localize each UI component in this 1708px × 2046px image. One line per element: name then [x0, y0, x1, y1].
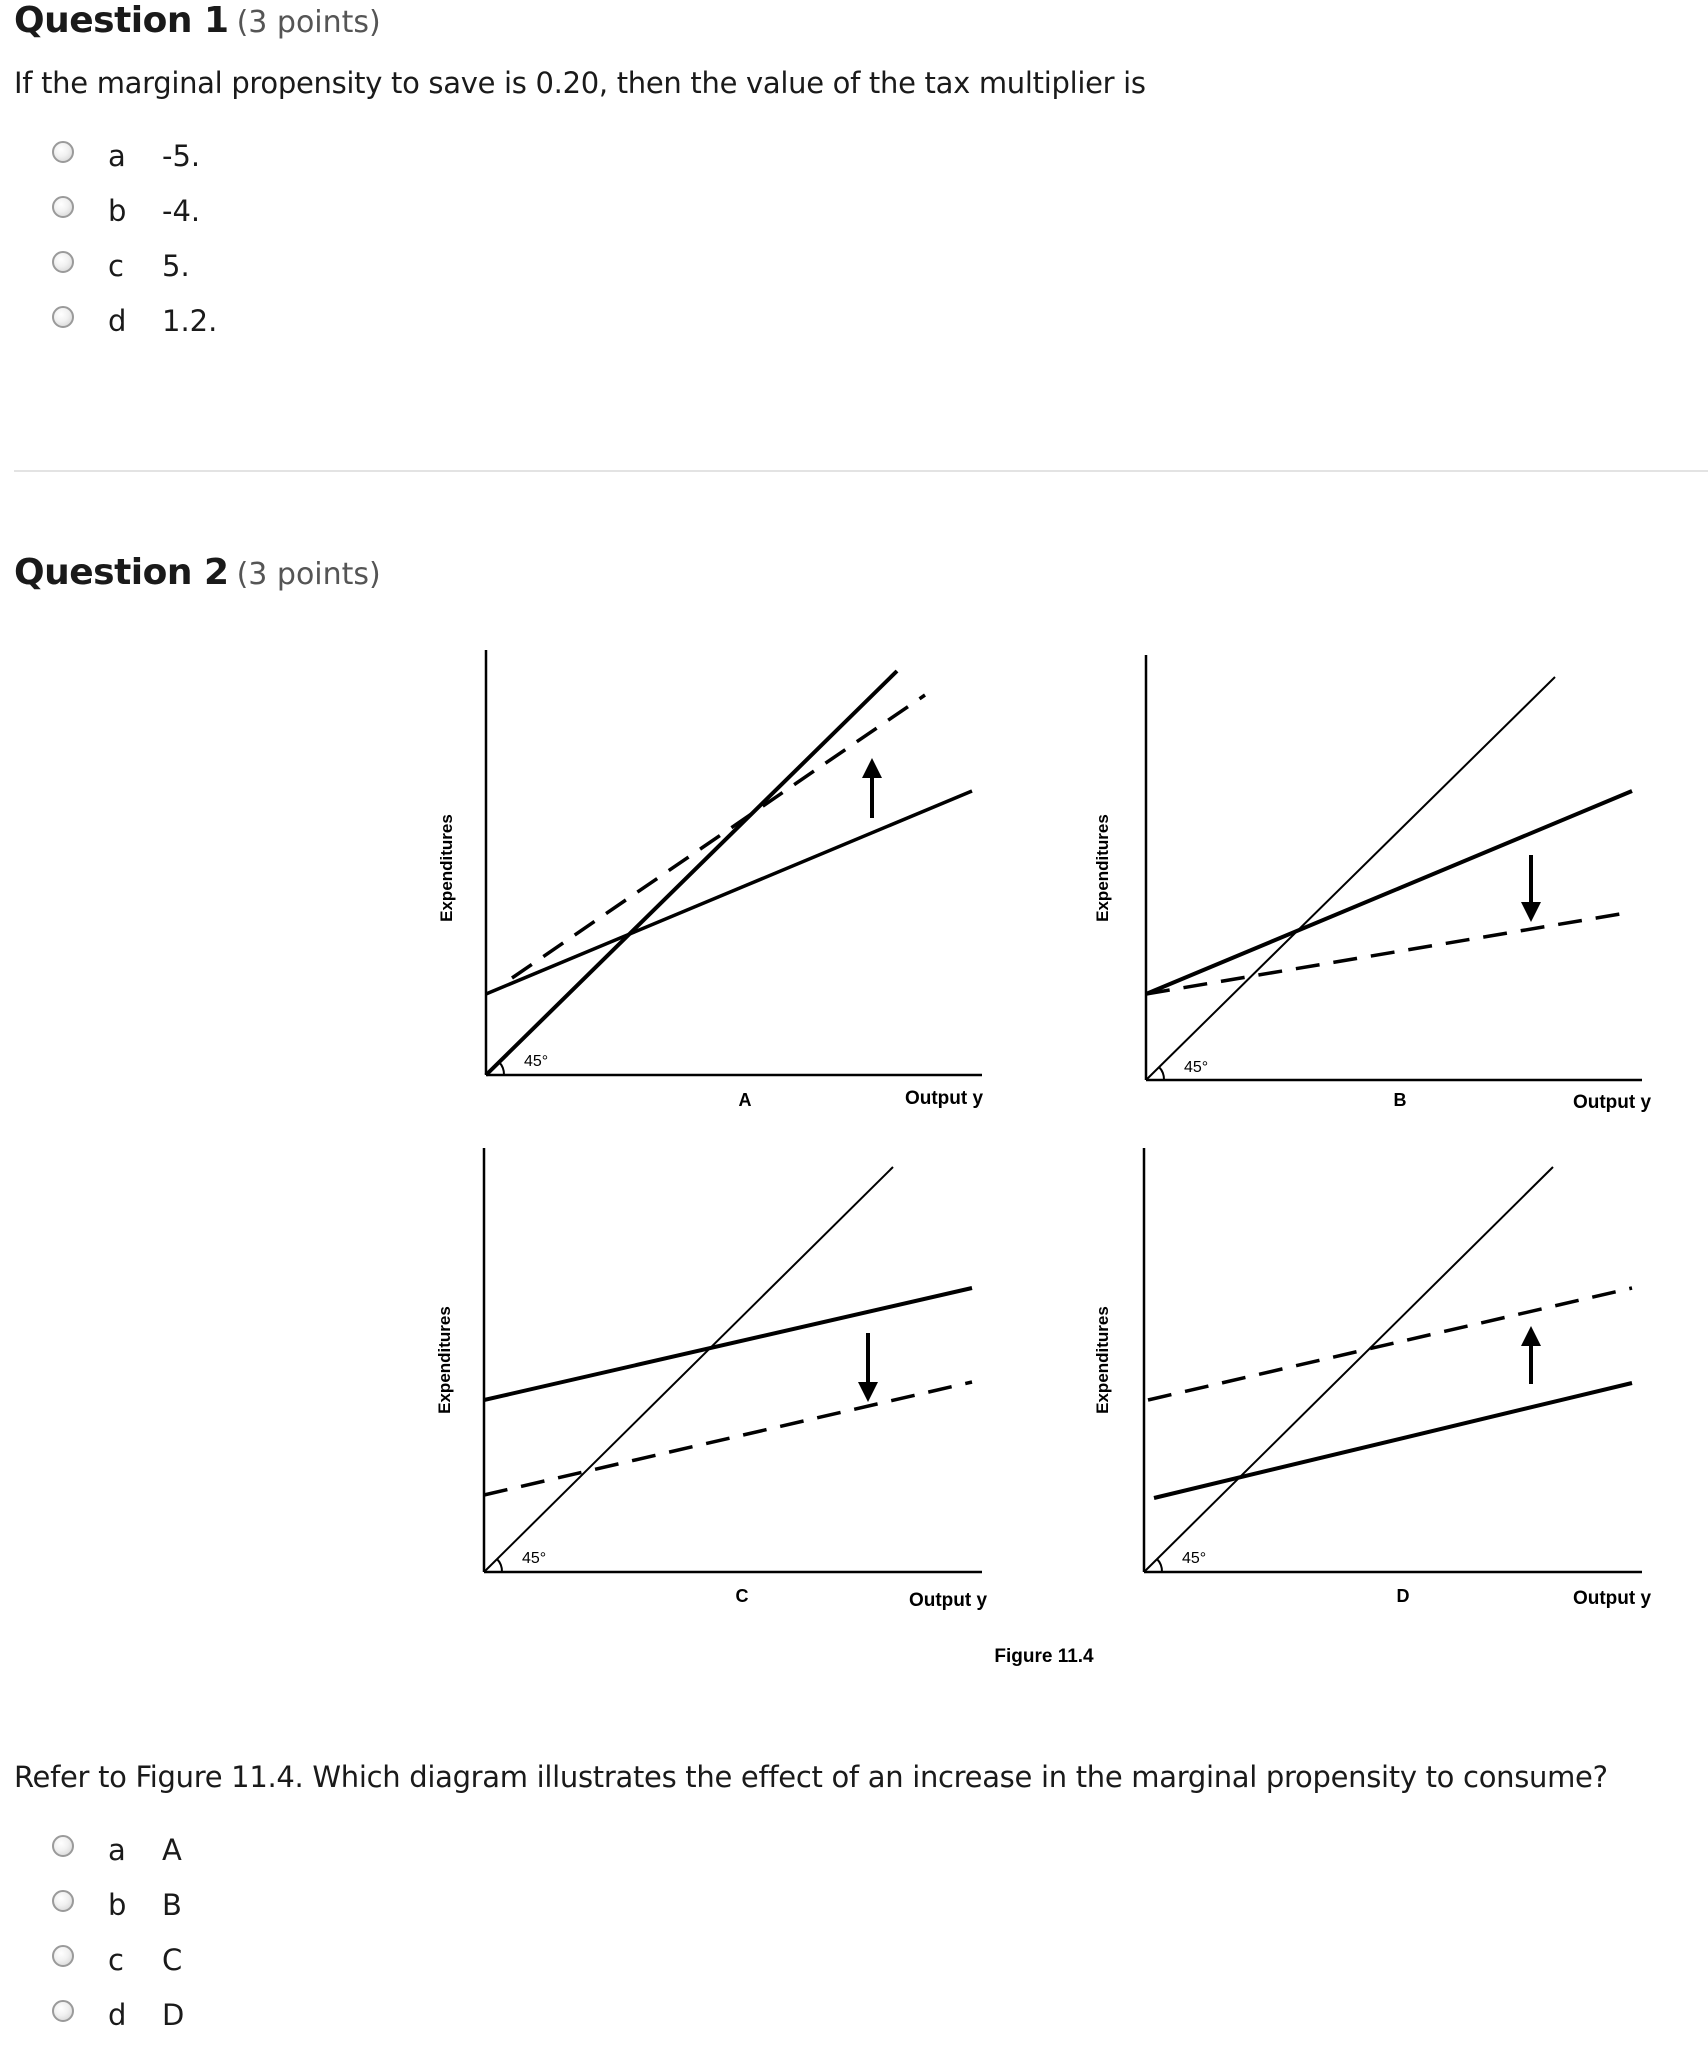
- new-aggregate-expenditure-dashed-line: [1146, 912, 1632, 994]
- new-aggregate-expenditure-dashed-line: [484, 1382, 972, 1495]
- diagram-d: [1093, 1148, 1651, 1609]
- question-2-options: [52, 1822, 184, 2042]
- diagram-a: [437, 650, 983, 1110]
- radio-button[interactable]: [52, 1890, 74, 1912]
- option-value: B: [162, 1887, 182, 1922]
- figure-caption: Figure 11.4: [994, 1646, 1094, 1667]
- angle-label: 45°: [522, 1550, 547, 1567]
- question-2-option-d[interactable]: [52, 1987, 184, 2042]
- question-1-text: If the marginal propensity to save is 0.20, then the value of the tax multiplier is: [14, 66, 1146, 100]
- option-letter: a: [108, 1832, 126, 1867]
- option-value: -4.: [162, 193, 201, 228]
- question-2-option-c[interactable]: [52, 1932, 184, 1987]
- forty-five-degree-line: [484, 1167, 893, 1572]
- question-1-title: Question 1: [14, 0, 229, 41]
- forty-five-degree-line: [1146, 677, 1555, 1080]
- radio-button[interactable]: [52, 1945, 74, 1967]
- angle-label: 45°: [1184, 1059, 1209, 1076]
- question-2-text: Refer to Figure 11.4. Which diagram illustrates the effect of an increase in the marginal propensity to consume?: [14, 1760, 1608, 1794]
- forty-five-degree-line: [1144, 1167, 1553, 1572]
- question-2-points: (3 points): [236, 557, 381, 592]
- option-letter: b: [108, 193, 127, 228]
- x-axis-label: Output y: [1572, 1588, 1652, 1609]
- question-2-option-a[interactable]: [52, 1822, 184, 1877]
- angle-arc: [1157, 1559, 1162, 1572]
- panel-label: D: [1396, 1586, 1410, 1606]
- radio-button[interactable]: [52, 1835, 74, 1857]
- aggregate-expenditure-line: [484, 1288, 972, 1400]
- option-value: C: [162, 1942, 183, 1977]
- x-axis-label: Output y: [904, 1088, 984, 1109]
- diagram-b: [1093, 655, 1651, 1113]
- question-1-points: (3 points): [236, 5, 381, 40]
- angle-label: 45°: [524, 1053, 549, 1070]
- panel-label: A: [738, 1090, 752, 1110]
- option-letter: d: [108, 303, 127, 338]
- angle-label: 45°: [1182, 1550, 1207, 1567]
- y-axis-label: Expenditures: [1093, 1306, 1112, 1414]
- aggregate-expenditure-line: [1146, 791, 1632, 994]
- panel-label: B: [1393, 1090, 1407, 1110]
- new-aggregate-expenditure-dashed-line: [1148, 1288, 1632, 1400]
- question-2-title: Question 2: [14, 552, 229, 593]
- option-value: 5.: [162, 248, 190, 283]
- aggregate-expenditure-line: [1154, 1383, 1632, 1498]
- question-2-option-b[interactable]: [52, 1877, 184, 1932]
- diagram-c: [435, 1148, 987, 1611]
- y-axis-label: Expenditures: [435, 1306, 454, 1414]
- option-letter: d: [108, 1997, 127, 2032]
- radio-button[interactable]: [52, 2000, 74, 2022]
- option-letter: a: [108, 138, 126, 173]
- x-axis-label: Output y: [908, 1590, 988, 1611]
- option-value: -5.: [162, 138, 201, 173]
- option-value: A: [162, 1832, 182, 1867]
- option-letter: b: [108, 1887, 127, 1922]
- angle-arc: [499, 1062, 504, 1075]
- option-letter: c: [108, 1942, 124, 1977]
- angle-arc: [497, 1559, 502, 1572]
- option-value: 1.2.: [162, 303, 218, 338]
- panel-label: C: [735, 1586, 749, 1606]
- aggregate-expenditure-line: [486, 791, 972, 994]
- y-axis-label: Expenditures: [437, 814, 456, 922]
- option-letter: c: [108, 248, 124, 283]
- option-value: D: [162, 1997, 185, 2032]
- forty-five-degree-line: [486, 671, 897, 1075]
- x-axis-label: Output y: [1572, 1092, 1652, 1113]
- angle-arc: [1159, 1067, 1164, 1080]
- y-axis-label: Expenditures: [1093, 814, 1112, 922]
